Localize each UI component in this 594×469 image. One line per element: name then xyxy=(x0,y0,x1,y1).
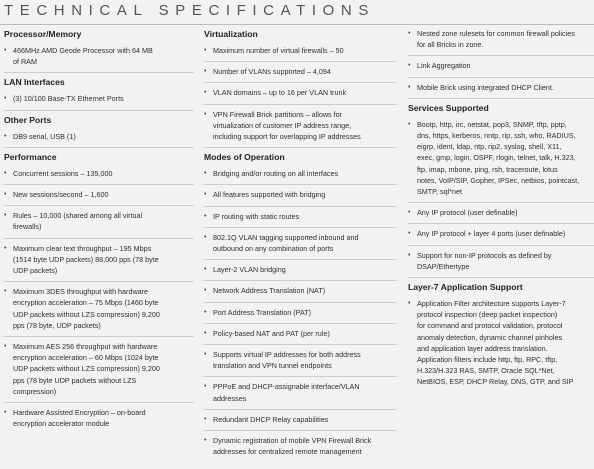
list-item-text: Any IP protocol + layer 4 ports (user definable) xyxy=(417,229,566,239)
bullet-icon: • xyxy=(4,132,7,140)
bullet-icon: • xyxy=(204,266,207,274)
list-item xyxy=(408,250,594,272)
list-item xyxy=(4,286,194,331)
list-item-text: Maximum number of virtual firewalls – 50 xyxy=(213,46,344,55)
bullet-icon: • xyxy=(204,415,207,423)
divider xyxy=(204,206,396,207)
list-item xyxy=(408,298,594,388)
list-item xyxy=(4,189,194,200)
list-item xyxy=(408,82,594,93)
section-heading: LAN Interfaces xyxy=(4,77,65,88)
bullet-icon: • xyxy=(4,95,7,103)
divider xyxy=(204,430,396,431)
divider xyxy=(4,110,194,111)
bullet-icon: • xyxy=(408,30,411,37)
list-item xyxy=(4,407,194,429)
bullet-icon: • xyxy=(204,89,207,97)
list-item xyxy=(204,45,396,56)
divider xyxy=(204,409,396,410)
header-bar xyxy=(0,0,594,25)
list-item-text: Bridging and/or routing on all interfaces xyxy=(213,169,339,179)
bullet-icon: • xyxy=(408,62,411,70)
bullet-icon: • xyxy=(408,300,411,308)
list-item-text: Rules – 10,000 (shared among all virtual firewalls) xyxy=(13,211,143,232)
list-item-text: Dynamic registration of mobile VPN Firewall Brick addresses for centralized remote management xyxy=(213,436,372,457)
bullet-icon: • xyxy=(408,209,411,217)
column-2 xyxy=(204,28,396,462)
list-item-text: Any IP protocol (user definable) xyxy=(417,208,518,218)
bullet-icon: • xyxy=(4,409,7,417)
divider xyxy=(408,245,594,246)
list-item xyxy=(204,349,396,371)
list-item-text: Redundant DHCP Relay capabilities xyxy=(213,414,329,424)
list-item-text: Bootp, http, irc, netstat, pop3, SNMP, tftp, pptp, dns, https, kerberos, nntp, rip, ssh, who, RADIUS, eigrp, ident, ldap, ntp, rip2, syslog, shell, X11, exec, gmp, login, OSPF, rlogin, telnet, talk, H.323, ftp, imap, mbone, ping, rsh, traceroute, lotus notes, VoIP/SIP, Gopher, IPSec, netbios, pointcast, SMTP, sql*net xyxy=(417,119,580,197)
divider xyxy=(204,104,396,105)
bullet-icon: • xyxy=(4,47,7,54)
list-item xyxy=(408,119,594,197)
list-item xyxy=(204,232,396,254)
divider xyxy=(4,184,194,185)
list-item-text: Application Filter architecture supports Layer-7 protocol inspection (deep packet inspection) for command and protocol validation, protocol anomaly detection, dynamic channel pinholes and application layer address translation. Application filters include http, ftp, RPC, tftp, H.323/H.323 RAS, SMTP, Oracle SQL*Net, NetBIOS, ESP, DHCP Relay, DNS, GTP, and SIP xyxy=(417,299,574,387)
list-item-text: Concurrent sessions – 135,000 xyxy=(13,168,113,178)
divider xyxy=(204,376,396,377)
divider xyxy=(204,147,396,148)
bullet-icon: • xyxy=(408,251,411,259)
bullet-icon: • xyxy=(204,351,207,359)
bullet-icon: • xyxy=(4,288,7,296)
divider xyxy=(408,223,594,224)
list-item-text: Mobile Brick using integrated DHCP Client. xyxy=(417,82,554,92)
list-item-text: 802.1Q VLAN tagging supported inbound and outbound on any combination of ports xyxy=(213,232,359,254)
list-item xyxy=(204,189,396,200)
bullet-icon: • xyxy=(4,191,7,199)
bullet-icon: • xyxy=(204,47,207,54)
bullet-icon: • xyxy=(4,244,7,252)
list-item-text: Supports virtual IP addresses for both address translation and VPN tunnel endpoints xyxy=(213,350,361,371)
divider xyxy=(4,402,194,403)
list-item-text: Port Address Translation (PAT) xyxy=(213,307,311,317)
bullet-icon: • xyxy=(4,169,7,177)
list-item xyxy=(4,45,194,67)
divider xyxy=(204,61,396,62)
list-item-text: VPN Firewall Brick partitions – allows for virtualization of customer IP address range, including support for overlapping IP addresses xyxy=(213,109,361,142)
bullet-icon: • xyxy=(408,120,411,128)
section-heading: Layer-7 Application Support xyxy=(408,282,523,293)
divider xyxy=(204,82,396,83)
list-item xyxy=(204,435,396,457)
list-item-text: Maximum clear text throughput – 195 Mbps (1514 byte UDP packets) 88,000 pps (78 byte UDP packets) xyxy=(13,243,159,276)
column-3 xyxy=(408,28,594,393)
divider xyxy=(204,280,396,281)
list-item xyxy=(4,168,194,179)
divider xyxy=(408,98,594,99)
divider xyxy=(204,259,396,260)
list-item xyxy=(204,168,396,179)
list-item-text: DB9 serial, USB (1) xyxy=(13,131,76,141)
list-item xyxy=(4,93,194,104)
divider xyxy=(4,336,194,337)
bullet-icon: • xyxy=(204,383,207,391)
bullet-icon: • xyxy=(204,191,207,199)
list-item xyxy=(204,381,396,403)
list-item-text: Hardware Assisted Encryption – on-board encryption accelerator module xyxy=(13,408,146,429)
section-heading: Modes of Operation xyxy=(204,152,285,163)
bullet-icon: • xyxy=(204,170,207,178)
list-item-text: Maximum AES 256 throughput with hardware encryption acceleration – 60 Mbps (1024 byte UDP packets without LZS compression) 9,200 pps (78 byte UDP packets without LZS compression) xyxy=(13,342,160,396)
list-item xyxy=(204,264,396,275)
divider xyxy=(4,205,194,206)
list-item-text: New sessions/second – 1,600 xyxy=(13,190,109,200)
list-item-text: Link Aggregation xyxy=(417,61,471,71)
list-item-text: (3) 10/100 Base-TX Ethernet Ports xyxy=(13,94,124,104)
list-item xyxy=(204,109,396,143)
section-heading: Other Ports xyxy=(4,114,52,125)
bullet-icon: • xyxy=(204,212,207,220)
list-item-text: All features supported with bridging xyxy=(213,190,326,200)
divider xyxy=(204,184,396,185)
bullet-icon: • xyxy=(4,212,7,220)
divider xyxy=(204,227,396,228)
list-item xyxy=(408,28,594,50)
bullet-icon: • xyxy=(204,68,207,76)
list-item xyxy=(204,414,396,425)
divider xyxy=(4,72,194,73)
bullet-icon: • xyxy=(204,287,207,295)
bullet-icon: • xyxy=(408,83,411,91)
list-item-text: IP routing with static routes xyxy=(213,211,300,221)
bullet-icon: • xyxy=(204,110,207,118)
list-item-text: Layer-2 VLAN bridging xyxy=(213,265,286,275)
bullet-icon: • xyxy=(204,233,207,241)
list-item xyxy=(204,211,396,222)
section-heading: Performance xyxy=(4,151,57,162)
list-item xyxy=(204,307,396,318)
list-item xyxy=(408,207,594,218)
list-item-text: Support for non-IP protocols as defined by DSAP/Ethertype xyxy=(417,250,552,271)
list-item xyxy=(204,66,396,77)
list-item-text: VLAN domains – up to 16 per VLAN trunk xyxy=(213,88,347,98)
bullet-icon: • xyxy=(204,329,207,337)
bullet-icon: • xyxy=(204,437,207,445)
list-item-text: PPPoE and DHCP-assignable interface/VLAN addresses xyxy=(213,382,360,403)
divider xyxy=(204,344,396,345)
list-item xyxy=(4,341,194,397)
divider xyxy=(204,302,396,303)
list-item xyxy=(408,60,594,71)
list-item xyxy=(4,210,194,232)
bullet-icon: • xyxy=(408,230,411,238)
divider xyxy=(204,323,396,324)
bullet-icon: • xyxy=(4,343,7,351)
list-item-text: Network Address Translation (NAT) xyxy=(213,286,326,296)
list-item xyxy=(204,285,396,296)
list-item-text: Number of VLANs supported – 4,094 xyxy=(213,67,331,77)
list-item xyxy=(204,328,396,339)
divider xyxy=(4,238,194,239)
section-heading: Virtualization xyxy=(204,29,258,39)
section-heading: Services Supported xyxy=(408,102,489,113)
divider xyxy=(408,202,594,203)
list-item-text: 466MHz AMD Geode Processor with 64 MB of RAM xyxy=(13,46,153,67)
page-title: TECHNICAL SPECIFICATIONS xyxy=(4,2,375,19)
column-1 xyxy=(4,28,194,434)
list-item xyxy=(204,87,396,98)
list-item-text: Nested zone rulesets for common firewall policies for all Bricks in zone. xyxy=(417,29,575,50)
list-item-text: Policy-based NAT and PAT (per rule) xyxy=(213,328,330,338)
section-heading: Processor/Memory xyxy=(4,29,82,39)
list-item-text: Maximum 3DES throughput with hardware encryption acceleration – 75 Mbps (1460 byte UDP packets without LZS compression) 9,200 pps (78 byte, UDP packets) xyxy=(13,287,160,330)
list-item xyxy=(4,131,194,142)
bullet-icon: • xyxy=(204,308,207,316)
list-item xyxy=(4,243,194,277)
divider xyxy=(4,147,194,148)
divider xyxy=(4,281,194,282)
divider xyxy=(408,277,594,278)
divider xyxy=(408,55,594,56)
list-item xyxy=(408,228,594,239)
divider xyxy=(408,77,594,78)
